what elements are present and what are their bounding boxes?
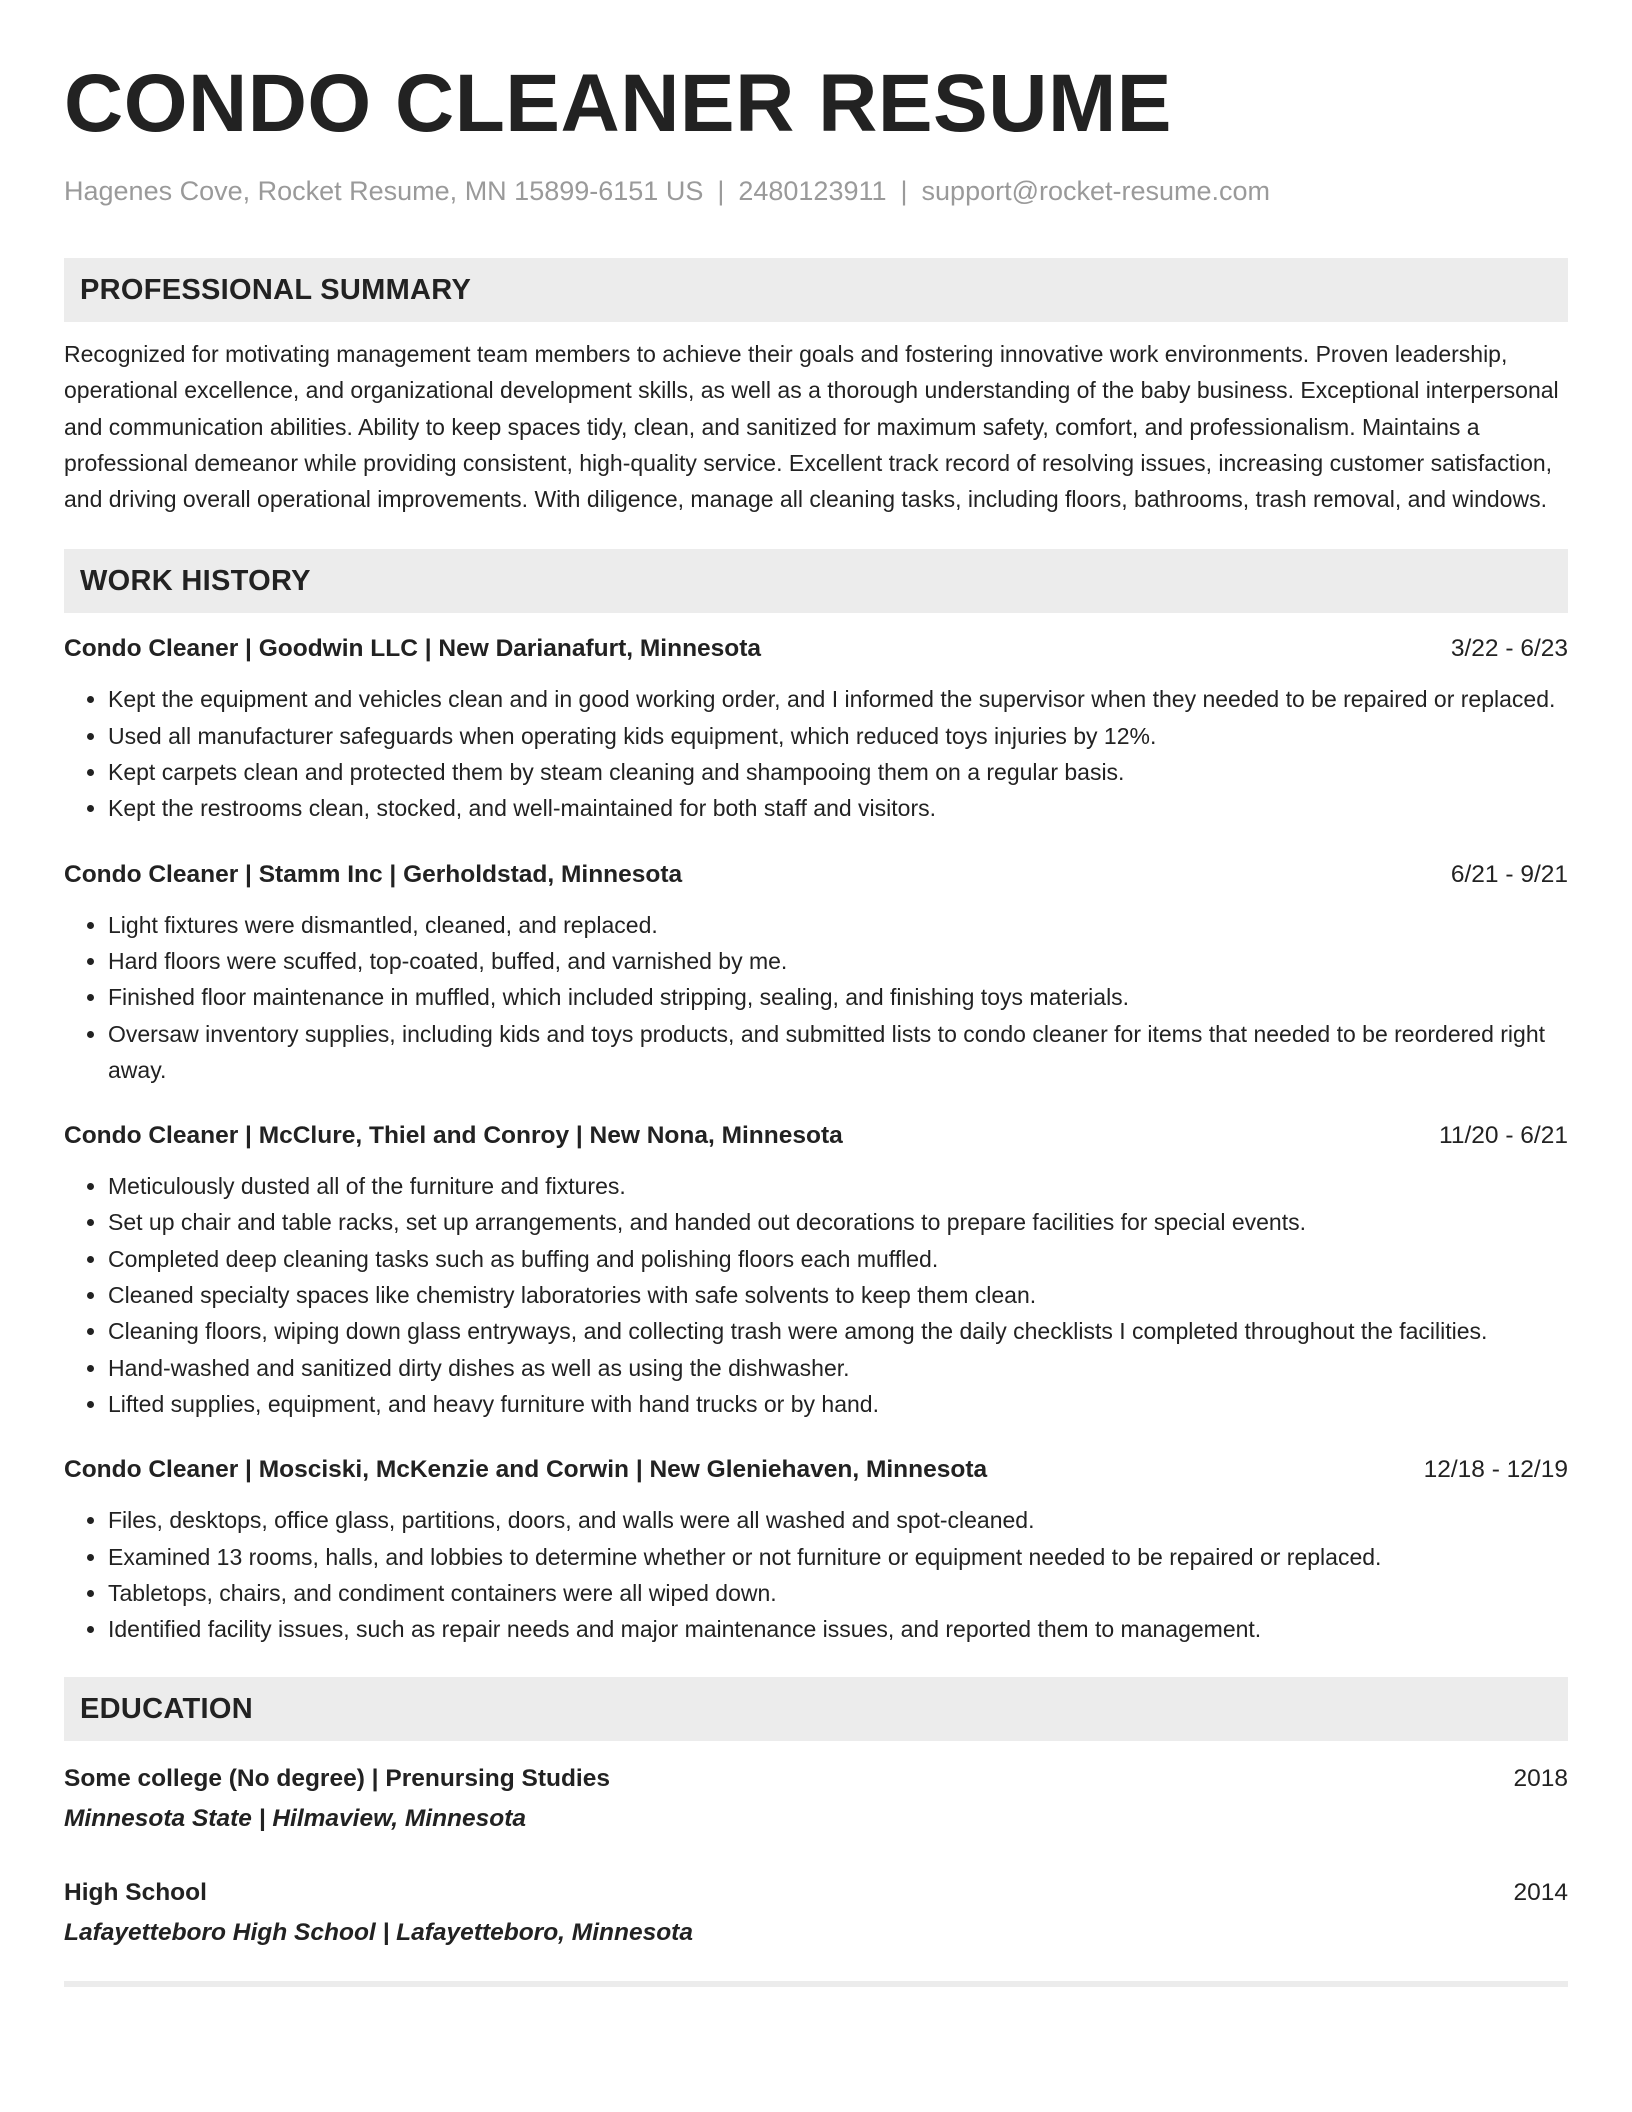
contact-email: support@rocket-resume.com xyxy=(921,176,1271,206)
contact-separator: | xyxy=(900,176,908,206)
job-bullets xyxy=(64,681,1568,826)
job-header xyxy=(64,859,1568,891)
job-dates: 11/20 - 6/21 xyxy=(1439,1122,1568,1150)
education-year: 2014 xyxy=(1513,1879,1568,1907)
education-header xyxy=(64,1759,1568,1799)
job-bullet: • Kept carpets clean and protected them by steam cleaning and shampooing them on a regular basis. xyxy=(108,754,1568,790)
job-bullets xyxy=(64,1502,1568,1647)
job-bullet: • Identified facility issues, such as repair needs and major maintenance issues, and reported them to management. xyxy=(108,1611,1568,1647)
job-dates: 3/22 - 6/23 xyxy=(1450,635,1568,663)
resume-page xyxy=(64,56,1568,1987)
job-entry xyxy=(64,859,1568,1088)
summary-text: Recognized for motivating management team members to achieve their goals and fostering innovative work environments. Proven leadership, operational excellence, and organizational development skills, as well as a thorough understanding of the baby business. Exceptional interpersonal and communication abilities. Ability to keep spaces tidy, clean, and sanitized for maximum safety, comfort, and professionalism. Maintains a professional demeanor while providing consistent, high-quality service. Excellent track record of resolving issues, increasing customer satisfaction, and driving overall operational improvements. With diligence, manage all cleaning tasks, including floors, bathrooms, trash removal, and windows. xyxy=(64,341,1559,513)
job-bullet: • Kept the restrooms clean, stocked, and well-maintained for both staff and visitors. xyxy=(108,790,1568,826)
job-entry xyxy=(64,1454,1568,1647)
contact-phone: 2480123911 xyxy=(738,176,887,206)
contact-line xyxy=(64,174,1568,208)
job-title: Condo Cleaner | McClure, Thiel and Conroy | New Nona, Minnesota xyxy=(64,1122,843,1150)
education-year: 2018 xyxy=(1513,1765,1568,1793)
contact-address: Hagenes Cove, Rocket Resume, MN 15899-6151 US xyxy=(64,176,704,206)
job-entry xyxy=(64,633,1568,826)
job-title: Condo Cleaner | Goodwin LLC | New Darianafurt, Minnesota xyxy=(64,635,762,663)
section-header-summary: PROFESSIONAL SUMMARY xyxy=(64,258,1568,322)
education-school: Lafayetteboro High School | Lafayetteboro, Minnesota xyxy=(64,1919,693,1947)
job-bullet: • Cleaned specialty spaces like chemistry laboratories with safe solvents to keep them clean. xyxy=(108,1277,1568,1313)
job-bullet: • Examined 13 rooms, halls, and lobbies to determine whether or not furniture or equipment needed to be repaired or replaced. xyxy=(108,1539,1568,1575)
job-title: Condo Cleaner | Stamm Inc | Gerholdstad, Minnesota xyxy=(64,860,683,888)
education-entry xyxy=(64,1759,1568,1839)
job-entry xyxy=(64,1120,1568,1422)
section-header-work-history: WORK HISTORY xyxy=(64,549,1568,613)
job-bullet: • Kept the equipment and vehicles clean and in good working order, and I informed the supervisor when they needed to be repaired or replaced. xyxy=(108,681,1568,717)
job-bullets xyxy=(64,1168,1568,1422)
education-school: Minnesota State | Hilmaview, Minnesota xyxy=(64,1805,527,1833)
contact-separator: | xyxy=(717,176,725,206)
job-bullet: • Tabletops, chairs, and condiment containers were all wiped down. xyxy=(108,1575,1568,1611)
job-bullets xyxy=(64,907,1568,1088)
education-title: High School xyxy=(64,1879,207,1907)
job-header xyxy=(64,1454,1568,1486)
bottom-divider xyxy=(64,1981,1568,1987)
job-header xyxy=(64,633,1568,665)
job-bullet: • Oversaw inventory supplies, including kids and toys products, and submitted lists to condo cleaner for items that needed to be reordered right away. xyxy=(108,1016,1568,1089)
job-header xyxy=(64,1120,1568,1152)
job-bullet: • Finished floor maintenance in muffled, which included stripping, sealing, and finishing toys materials. xyxy=(108,979,1568,1015)
education-entry xyxy=(64,1873,1568,1953)
job-bullet: • Lifted supplies, equipment, and heavy furniture with hand trucks or by hand. xyxy=(108,1386,1568,1422)
job-bullet: • Files, desktops, office glass, partitions, doors, and walls were all washed and spot-cleaned. xyxy=(108,1502,1568,1538)
job-bullet: • Completed deep cleaning tasks such as buffing and polishing floors each muffled. xyxy=(108,1241,1568,1277)
section-header-education: EDUCATION xyxy=(64,1677,1568,1741)
job-title: Condo Cleaner | Mosciski, McKenzie and Corwin | New Gleniehaven, Minnesota xyxy=(64,1456,988,1484)
job-bullet: • Meticulously dusted all of the furniture and fixtures. xyxy=(108,1168,1568,1204)
job-bullet: • Hand-washed and sanitized dirty dishes as well as using the dishwasher. xyxy=(108,1350,1568,1386)
job-bullet: • Hard floors were scuffed, top-coated, buffed, and varnished by me. xyxy=(108,943,1568,979)
job-dates: 6/21 - 9/21 xyxy=(1450,860,1568,888)
education-title: Some college (No degree) | Prenursing Studies xyxy=(64,1765,610,1793)
job-dates: 12/18 - 12/19 xyxy=(1423,1456,1568,1484)
job-bullet: • Set up chair and table racks, set up arrangements, and handed out decorations to prepare facilities for special events. xyxy=(108,1204,1568,1240)
job-bullet: • Light fixtures were dismantled, cleaned, and replaced. xyxy=(108,907,1568,943)
job-bullet: • Cleaning floors, wiping down glass entryways, and collecting trash were among the daily checklists I completed throughout the facilities. xyxy=(108,1313,1568,1349)
education-header xyxy=(64,1873,1568,1913)
resume-title: CONDO CLEANER RESUME xyxy=(64,58,1172,149)
job-bullet: • Used all manufacturer safeguards when operating kids equipment, which reduced toys injuries by 12%. xyxy=(108,718,1568,754)
